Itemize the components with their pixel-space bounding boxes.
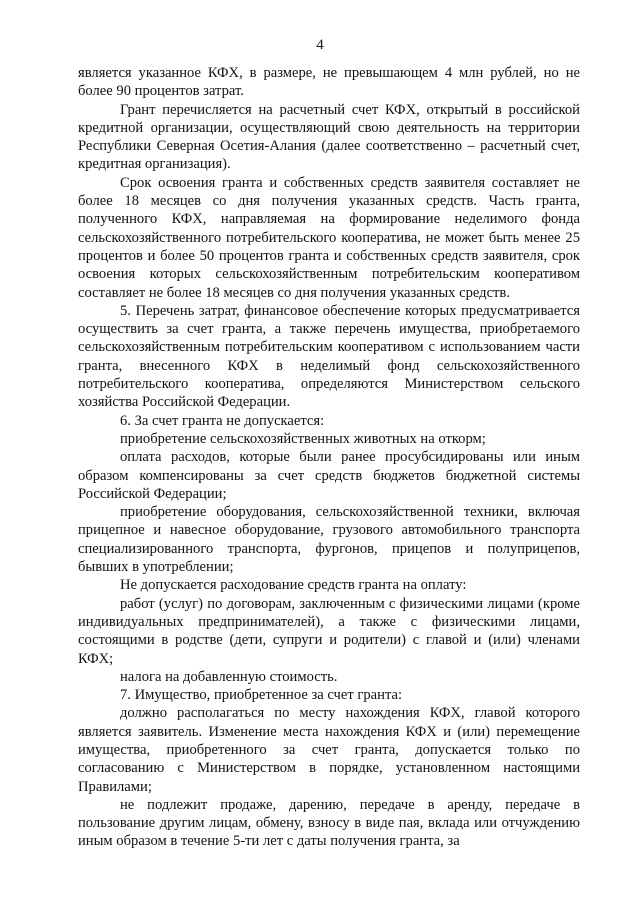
paragraph: налога на добавленную стоимость.: [120, 668, 338, 685]
paragraph: оплата расходов, которые были ранее просубсидированы или иным образом компенсированы за счет средств бюджетов бюджетной системы Российской Федерации;: [78, 449, 580, 502]
paragraph: не подлежит продаже, дарению, передаче в аренду, передаче в пользование другим лицам, обмену, взносу в виде пая, вклада или отчуждению иным образом в течение 5-ти лет с даты получения гранта, за: [78, 796, 580, 850]
paragraph: должно располагаться по месту нахождения КФХ, главой которого является заявитель. Изменение места нахождения КФХ и (или) перемещение имущества, приобретенного за счет гранта, допускается только по согласованию с Министерством в порядке, установленном настоящими Правилами;: [78, 705, 580, 795]
page-number: 4: [316, 37, 324, 53]
paragraph: Грант перечисляется на расчетный счет КФХ, открытый в российской кредитной организации, осуществляющий свою деятельность на территории Республики Северная Осетия-Алания (далее соответственно – расчетный счет, кредитная организация).: [78, 101, 580, 173]
paragraph-clause-7: 7. Имущество, приобретенное за счет гранта:: [120, 687, 403, 704]
paragraph-clause-6: 6. За счет гранта не допускается:: [120, 412, 325, 429]
document-body: [78, 64, 580, 851]
paragraph: Срок освоения гранта и собственных средств заявителя составляет не более 18 месяцев со дня получения указанных средств. Часть гранта, полученного КФХ, направляемая на формирование неделимого фонда сельскохозяйственного потребительского кооператива, не может быть менее 25 процентов и более 50 процентов гранта и собственных средств заявителя, срок освоения которых сельскохозяйственным потребительским кооперативом составляет не более 18 месяцев со дня получения указанных средств.: [78, 174, 580, 301]
paragraph: приобретение оборудования, сельскохозяйственной техники, включая прицепное и навесное оборудование, грузового автомобильного транспорта специализированного транспорта, фургонов, прицепов и полуприцепов, бывших в употреблении;: [78, 504, 580, 576]
paragraph: приобретение сельскохозяйственных животных на откорм;: [120, 430, 486, 447]
paragraph-clause-5: 5. Перечень затрат, финансовое обеспечение которых предусматривается осуществить за счет гранта, а также перечень имущества, приобретаемого сельскохозяйственным потребительским кооперативом с использованием части гранта, внесенного КФХ в неделимый фонд сельскохозяйственного потребительского кооператива, определяются Министерством сельского хозяйства Российской Федерации.: [78, 302, 580, 411]
paragraph: работ (услуг) по договорам, заключенным с физическими лицами (кроме индивидуальных предпринимателей), а также с физическими лицами, состоящими в родстве (дети, супруги и родители) с главой и (или) членами КФХ;: [78, 595, 580, 667]
paragraph: Не допускается расходование средств гранта на оплату:: [120, 577, 467, 594]
paragraph-continuation: является указанное КФХ, в размере, не превышающем 4 млн рублей, но не более 90 процентов затрат.: [78, 65, 580, 100]
